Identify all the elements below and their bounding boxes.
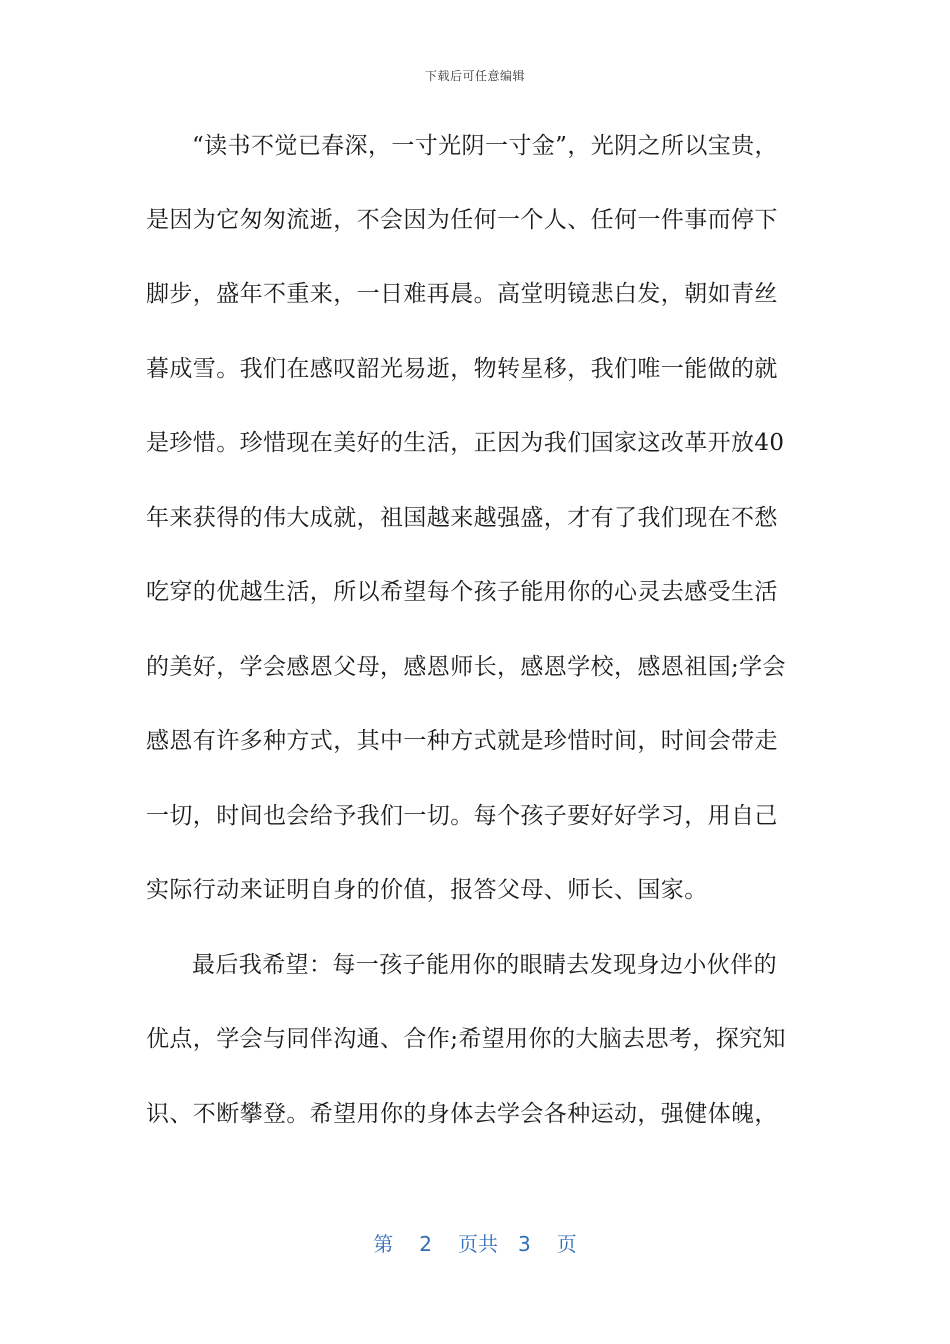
- footer-current-page: 2: [419, 1232, 432, 1256]
- paragraph-1-line-9: 感恩有许多种方式，其中一种方式就是珍惜时间，时间会带走: [146, 728, 778, 754]
- page-header: 下载后可任意编辑: [424, 69, 525, 83]
- paragraph-1-line-1: “读书不觉已春深，一寸光阴一寸金”，光阴之所以宝贵，: [192, 133, 778, 159]
- paragraph-1-line-5: 是珍惜。珍惜现在美好的生活，正因为我们国家这改革开放40: [146, 430, 785, 456]
- paragraph-2-line-1: 最后我希望：每一孩子能用你的眼睛去发现身边小伙伴的: [192, 952, 777, 978]
- paragraph-1-line-2: 是因为它匆匆流逝，不会因为任何一个人、任何一件事而停下: [146, 207, 778, 233]
- paragraph-2-line-3: 识、不断攀登。希望用你的身体去学会各种运动，强健体魄，: [146, 1101, 778, 1127]
- paragraph-1-line-7: 吃穿的优越生活，所以希望每个孩子能用你的心灵去感受生活: [146, 579, 778, 605]
- footer-label-suffix: 页: [556, 1232, 577, 1256]
- page-footer: [0, 1228, 950, 1257]
- footer-label-total: 页共: [458, 1232, 498, 1256]
- footer-label-page: 第: [373, 1232, 394, 1256]
- paragraph-1-line-8: 的美好，学会感恩父母，感恩师长，感恩学校，感恩祖国;学会: [146, 654, 786, 680]
- paragraph-1-line-6: 年来获得的伟大成就，祖国越来越强盛，才有了我们现在不愁: [146, 505, 778, 531]
- paragraph-2-line-2: 优点，学会与同伴沟通、合作;希望用你的大脑去思考，探究知: [146, 1026, 786, 1052]
- paragraph-1-line-11: 实际行动来证明自身的价值，报答父母、师长、国家。: [146, 877, 708, 903]
- footer-total-pages: 3: [518, 1232, 531, 1256]
- paragraph-1-line-3: 脚步，盛年不重来，一日难再晨。高堂明镜悲白发，朝如青丝: [146, 281, 778, 307]
- paragraph-1-line-4: 暮成雪。我们在感叹韶光易逝，物转星移，我们唯一能做的就: [146, 356, 778, 382]
- paragraph-1-line-10: 一切，时间也会给予我们一切。每个孩子要好好学习，用自己: [146, 803, 778, 829]
